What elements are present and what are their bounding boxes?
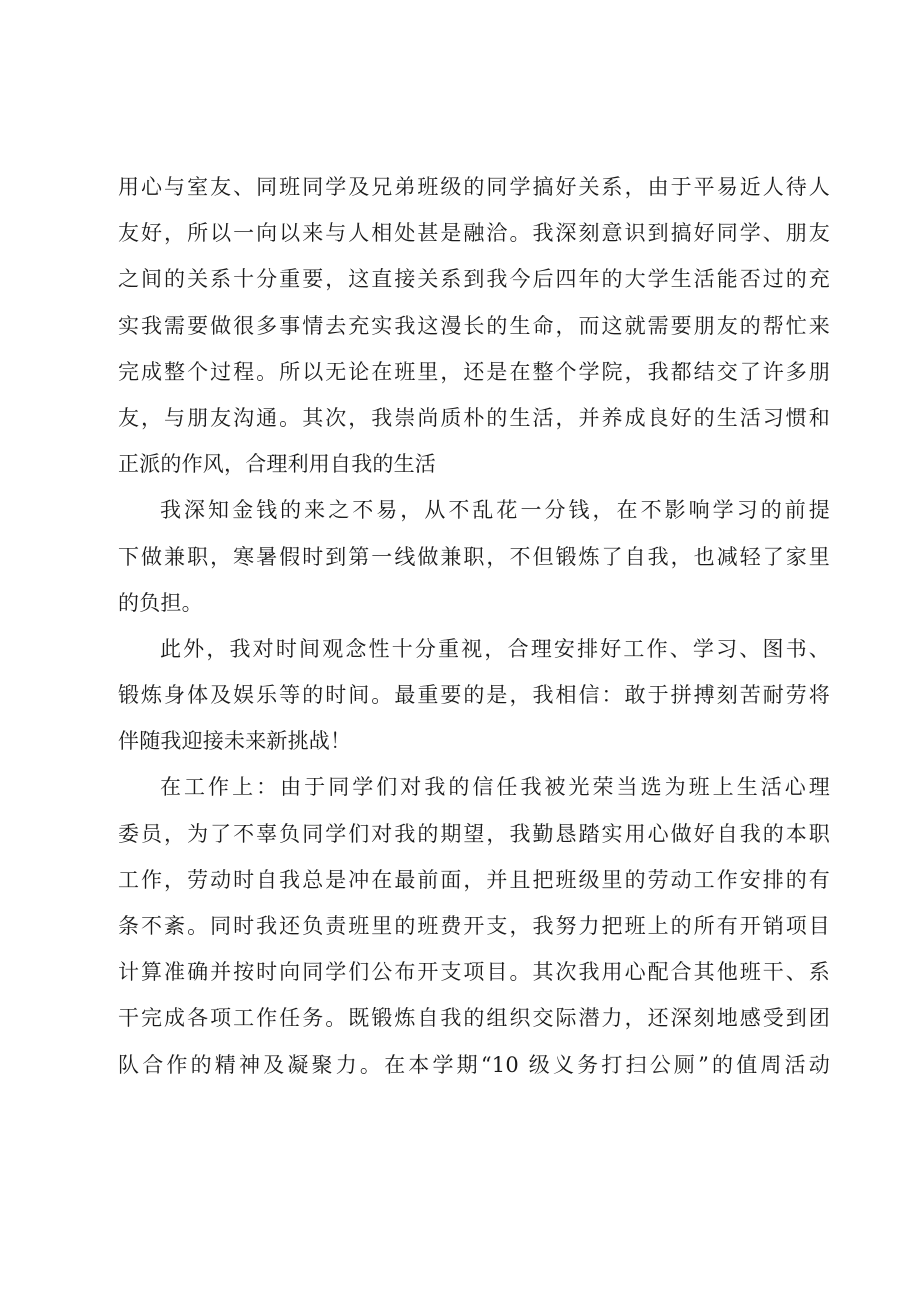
text-line: 队合作的精神及凝聚力。在本学期“10 级义务打扫公厕”的值周活动 <box>118 1052 830 1077</box>
paragraph <box>118 164 830 487</box>
text-line: 下做兼职，寒暑假时到第一线做兼职，不但锻炼了自我，也减轻了家里 <box>118 544 830 569</box>
text-line: 锻炼身体及娱乐等的时间。最重要的是，我相信：敢于拼搏刻苦耐劳将 <box>118 683 830 708</box>
text-line: 工作，劳动时自我总是冲在最前面，并且把班级里的劳动工作安排的有 <box>118 867 830 892</box>
paragraph <box>118 487 830 626</box>
text-line: 正派的作风，合理利用自我的生活 <box>118 452 436 477</box>
text-line: 实我需要做很多事情去充实我这漫长的生命，而这就需要朋友的帮忙来 <box>118 313 830 338</box>
text-line: 友好，所以一向以来与人相处甚是融洽。我深刻意识到搞好同学、朋友 <box>118 221 830 246</box>
text-line: 之间的关系十分重要，这直接关系到我今后四年的大学生活能否过的充 <box>118 267 830 292</box>
text-line: 用心与室友、同班同学及兄弟班级的同学搞好关系，由于平易近人待人 <box>118 175 830 199</box>
text-line: 干完成各项工作任务。既锻炼自我的组织交际潜力，还深刻地感受到团 <box>118 1006 830 1031</box>
text-line: 伴随我迎接未来新挑战！ <box>118 729 352 754</box>
text-line: 此外，我对时间观念性十分重视，合理安排好工作、学习、图书、 <box>160 636 830 661</box>
text-line: 的负担。 <box>118 590 203 615</box>
text-line: 友，与朋友沟通。其次，我崇尚质朴的生活，并养成良好的生活习惯和 <box>118 405 830 430</box>
text-line: 条不紊。同时我还负责班里的班费开支，我努力把班上的所有开销项目 <box>118 914 830 938</box>
text-line: 我深知金钱的来之不易，从不乱花一分钱，在不影响学习的前提 <box>160 498 830 523</box>
document-body <box>118 164 830 1088</box>
paragraph <box>118 626 830 765</box>
text-line: 完成整个过程。所以无论在班里，还是在整个学院，我都结交了许多朋 <box>118 359 830 384</box>
text-line: 计算准确并按时向同学们公布开支项目。其次我用心配合其他班干、系 <box>118 960 830 985</box>
paragraph <box>118 764 830 1087</box>
text-line: 在工作上：由于同学们对我的信任我被光荣当选为班上生活心理 <box>160 775 830 800</box>
text-line: 委员，为了不辜负同学们对我的期望，我勤恳踏实用心做好自我的本职 <box>118 821 830 846</box>
